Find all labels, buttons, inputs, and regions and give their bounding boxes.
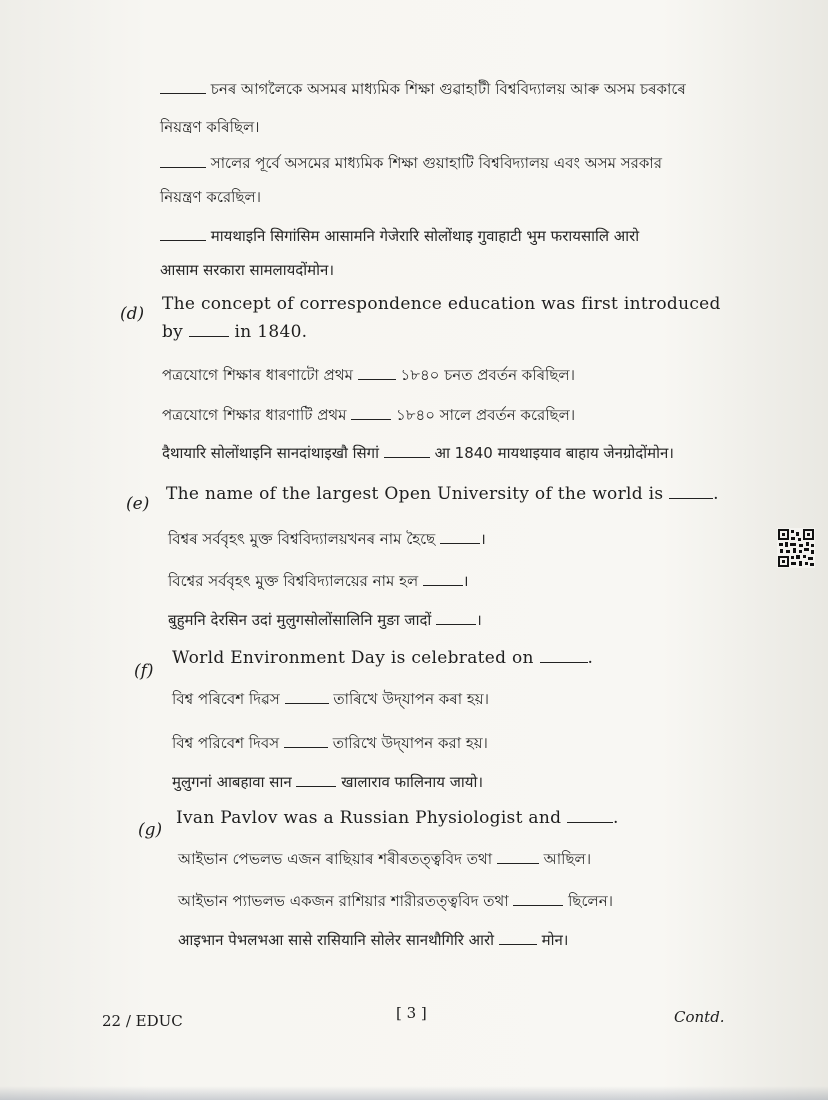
- c-assamese-line-2: নিয়ন্ত্ৰণ কৰিছিল।: [160, 118, 260, 136]
- question-g-label: (g): [138, 820, 163, 840]
- paper-code: 22 / EDUC: [102, 1012, 183, 1030]
- page-number: [ 3 ]: [396, 1004, 427, 1022]
- answer-blank: [497, 862, 539, 864]
- question-e-label: (e): [126, 494, 150, 514]
- answer-blank: [189, 335, 229, 337]
- question-g-english: Ivan Pavlov was a Russian Physiologist and .: [176, 808, 619, 828]
- question-e-bengali: বিশ্বের সর্ববৃহৎ মুক্ত বিশ্ববিদ্যালয়ের নাম হল ।: [168, 572, 469, 590]
- question-d-bodo: दैथायारि सोलोंथाइनि सानदांथाइखौ सिगां आ 1840 मायथाइयाव बाहाय जेनग्रोदोंमोन।: [162, 444, 674, 462]
- c-bodo-line-1: मायथाइनि सिगांसिम आसामनि गेजेरारि सोलोंथाइ गुवाहाटी भुम फरायसालि आरो: [160, 226, 639, 246]
- answer-blank: [160, 92, 206, 94]
- question-g-bengali: আইভান প্যাভলভ একজন রাশিয়ার শারীরতত্ত্ববিদ তথা ছিলেন।: [178, 892, 614, 910]
- answer-blank: [351, 418, 391, 420]
- question-d-english-line-1: The concept of correspondence education was first introduced: [162, 294, 721, 314]
- answer-blank: [669, 497, 713, 499]
- question-f-bengali: বিশ্ব পরিবেশ দিবস তারিখে উদ্‌যাপন করা হয়।: [172, 734, 488, 752]
- answer-blank: [436, 623, 476, 625]
- question-f-label: (f): [134, 661, 154, 681]
- answer-blank: [384, 456, 430, 458]
- c-bodo-line-2: आसाम सरकारा सामलायदोंमोन।: [160, 261, 335, 279]
- c-bengali-line-1: সালের পূর্বে অসমের মাধ্যমিক শিক্ষা গুয়াহাটি বিশ্ববিদ্যালয় এবং অসম সরকার: [160, 152, 662, 177]
- c-assamese-line-1: চনৰ আগলৈকে অসমৰ মাধ্যমিক শিক্ষা গুৱাহাটী বিশ্ববিদ্যালয় আৰু অসম চৰকাৰে: [160, 78, 686, 103]
- question-f-assamese: বিশ্ব পৰিবেশ দিৱস তাৰিখে উদ্‌যাপন কৰা হয়।: [172, 690, 489, 708]
- question-e-assamese: বিশ্বৰ সৰ্ববৃহৎ মুক্ত বিশ্ববিদ্যালয়খনৰ নাম হৈছে ।: [168, 530, 486, 548]
- scan-edge-shadow: [0, 1086, 828, 1100]
- answer-blank: [540, 661, 588, 663]
- question-d-label: (d): [120, 304, 145, 324]
- answer-blank: [499, 943, 537, 945]
- question-g-bodo: आइभान पेभलभआ सासे रासियानि सोलेर सानथौगिरि आरो मोन।: [178, 931, 569, 949]
- answer-blank: [513, 904, 563, 906]
- question-d-bengali: পত্রযোগে শিক্ষার ধারণাটি প্রথম ১৮৪০ সালে প্রবর্তন করেছিল।: [162, 406, 576, 424]
- answer-blank: [423, 584, 463, 586]
- answer-blank: [358, 378, 396, 380]
- answer-blank: [567, 821, 613, 823]
- answer-blank: [284, 746, 328, 748]
- answer-blank: [440, 542, 480, 544]
- question-g-assamese: আইভান পেভলভ এজন ৰাছিয়াৰ শৰীৰতত্ত্ববিদ তথা আছিল।: [178, 850, 592, 868]
- answer-blank: [285, 702, 329, 704]
- question-f-bodo: मुलुगनां आबहावा सान खालाराव फालिनाय जायो।: [172, 773, 484, 791]
- c-bengali-line-2: নিয়ন্ত্রণ করেছিল।: [160, 188, 262, 206]
- question-d-english-line-2: by in 1840.: [162, 322, 308, 342]
- answer-blank: [296, 785, 336, 787]
- answer-blank: [160, 239, 206, 241]
- question-e-bodo: बुहुमनि देरसिन उदां मुलुगसोलोंसालिनि मुङा जादों ।: [168, 611, 482, 629]
- question-f-english: World Environment Day is celebrated on .: [172, 648, 594, 668]
- continued-label: Contd.: [674, 1008, 725, 1026]
- question-d-assamese: পত্ৰযোগে শিক্ষাৰ ধাৰণাটো প্ৰথম ১৮৪০ চনত প্ৰবৰ্তন কৰিছিল।: [162, 366, 575, 384]
- answer-blank: [160, 166, 206, 168]
- question-e-english: The name of the largest Open University of the world is .: [166, 484, 719, 504]
- qr-code: [777, 528, 815, 568]
